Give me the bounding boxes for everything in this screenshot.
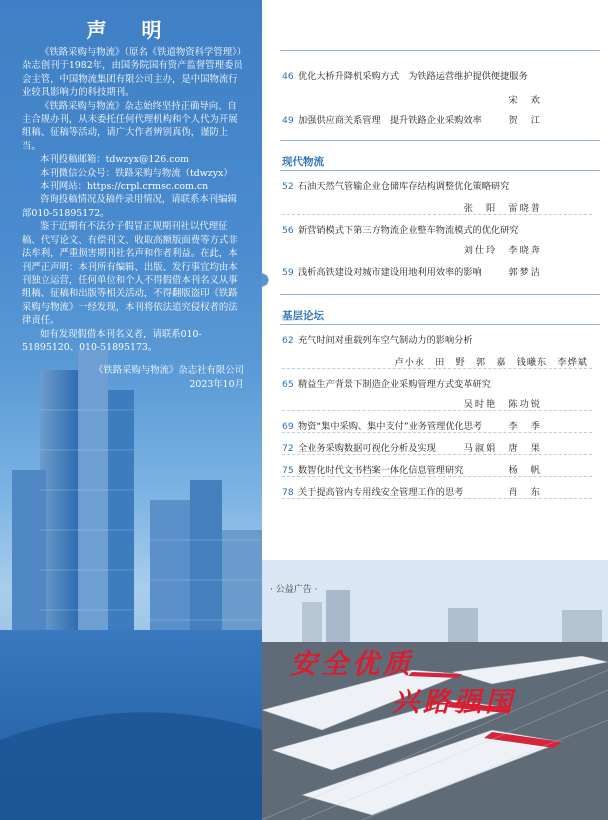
city-skyline-image (0, 330, 262, 820)
divider (282, 432, 592, 433)
toc-author: 卢小永 田 野 郭 嘉 钱曦东 李烨斌 (394, 357, 588, 368)
section-rule (280, 170, 600, 171)
notice-panel (0, 0, 262, 820)
ad-tag: · 公益广告 · (270, 585, 318, 595)
toc-page: 69 (282, 421, 294, 432)
notice-body (22, 46, 244, 391)
divider (282, 476, 592, 477)
section-title-modern-logistics: 现代物流 (282, 156, 324, 168)
toc-title: 充气时间对重载列车空气制动力的影响分析 (298, 335, 473, 346)
notice-title: 声 明 (86, 18, 176, 42)
notice-paragraph: 《铁路采购与物流》杂志始终坚持正确导向、自主合规办刊，从未委托任何代理机构和个人代为开展组稿、征稿等活动，请广大作者辨别真伪，谨防上当。 (22, 100, 238, 152)
notice-website: 本刊网站：https://crpl.crmsc.com.cn (40, 181, 209, 193)
notice-email: 本刊投稿邮箱：tdwzyx@126.com (40, 154, 189, 166)
toc-author: 李 季 (508, 421, 542, 432)
toc-title: 石油天然气管输企业仓储库存结构调整优化策略研究 (298, 181, 510, 192)
toc-author: 张 阳 雷晓普 (463, 203, 542, 214)
notice-sign-date: 2023年10月 (189, 378, 244, 390)
toc-author: 马淑娟 唐 果 (463, 443, 542, 454)
ad-slogan-line2: 兴路强国 (392, 687, 516, 718)
toc-author: 郭梦洁 (508, 267, 542, 278)
toc-page: 52 (282, 181, 294, 192)
toc-page: 65 (282, 379, 294, 390)
section-rule (280, 50, 600, 51)
page-fold-decoration (262, 0, 272, 560)
toc-title: 加强供应商关系管理 提升铁路企业采购效率 (298, 115, 482, 126)
section-rule (280, 140, 600, 141)
toc-item[interactable] (282, 440, 592, 454)
toc-page: 49 (282, 115, 294, 126)
toc-author: 吴时艳 陈功锐 (463, 399, 542, 410)
toc-item[interactable] (282, 376, 592, 390)
public-service-ad (262, 560, 608, 820)
divider (282, 368, 592, 369)
toc-title: 新营销模式下第三方物流企业整车物流模式的优化研究 (298, 225, 519, 236)
toc-author: 贺 江 (508, 115, 542, 126)
toc-title: 物资“集中采购、集中支付”业务管理优化思考 (298, 421, 483, 432)
toc-item[interactable] (282, 264, 592, 278)
notice-contact: 如有发现假借本刊名义者，请联系010-51895120、010-51895173。 (22, 328, 202, 353)
toc-page: 75 (282, 465, 294, 476)
table-of-contents (262, 0, 608, 560)
divider (282, 498, 592, 499)
toc-item[interactable] (282, 112, 592, 126)
section-rule (280, 324, 600, 325)
notice-paragraph: 咨询投稿情况及稿件录用情况，请联系本刊编辑部010-51895172。 (22, 194, 237, 219)
toc-author: 刘仕玲 李晓奔 (463, 245, 542, 256)
ad-slogan-line1: 安全优质 (290, 649, 414, 680)
toc-author: 杨 帆 (508, 465, 542, 476)
toc-title: 全业务采购数据可视化分析及实现 (298, 443, 436, 454)
section-rule (280, 294, 600, 295)
divider (282, 410, 592, 411)
divider (282, 214, 592, 215)
toc-title: 关于提高管内专用线安全管理工作的思考 (298, 487, 464, 498)
toc-title: 数智化时代文书档案一体化信息管理研究 (298, 465, 464, 476)
toc-title: 精益生产背景下制造企业采购管理方式变革研究 (298, 379, 491, 390)
toc-item[interactable] (282, 484, 592, 498)
divider (282, 454, 592, 455)
section-title-grassroots-forum: 基层论坛 (282, 310, 324, 322)
toc-page: 78 (282, 487, 294, 498)
toc-page: 72 (282, 443, 294, 454)
toc-item[interactable] (282, 462, 592, 476)
notice-wechat: 本刊微信公众号：铁路采购与物流（tdwzyx） (40, 167, 233, 179)
notice-paragraph: 鉴于近期有不法分子假冒正规期刊社以代理征稿、代写论文、有偿刊文、收取高额版面费等方式非法牟利，严重损害期刊社名声和作者利益。在此，本刊严正声明：本刊所有编辑、出版、发行事宜均由本刊独立运营，任何单位和个人不得假借本刊名义从事组稿、征稿和出版等相关活动，不得翻版盗印《铁路采购与物流》一经发现，本刊将依法追究侵权者的法律责任。 (22, 221, 238, 327)
toc-item[interactable] (282, 332, 592, 346)
toc-title: 浅析高铁建设对城市建设用地利用效率的影响 (298, 267, 482, 278)
toc-item[interactable] (282, 178, 592, 192)
toc-title: 优化大桥升降机采购方式 为铁路运营维护提供便捷服务 (298, 71, 528, 82)
toc-item[interactable] (282, 418, 592, 432)
toc-author: 肖 东 (508, 487, 542, 498)
toc-item[interactable] (282, 68, 592, 82)
toc-page: 46 (282, 71, 294, 82)
toc-item[interactable] (282, 222, 592, 236)
toc-author: 宋 欢 (508, 95, 542, 106)
notice-sign-org: 《铁路采购与物流》杂志社有限公司 (93, 365, 244, 377)
toc-page: 62 (282, 335, 294, 346)
notice-paragraph: 《铁路采购与物流》（原名《铁道物资科学管理》）杂志创刊于1982年，由国务院国有资产监督管理委员会主管，中国物流集团有限公司主办，是中国物流行业较具影响力的科技期刊。 (22, 47, 243, 99)
toc-page: 56 (282, 225, 294, 236)
toc-page: 59 (282, 267, 294, 278)
